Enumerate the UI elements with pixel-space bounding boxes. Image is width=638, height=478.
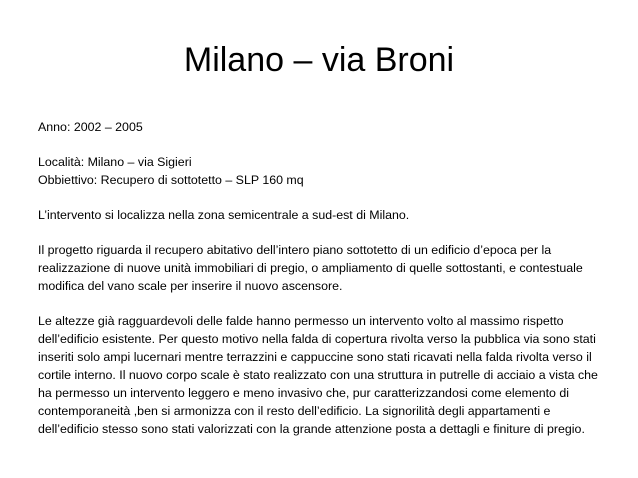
spacer bbox=[38, 295, 598, 312]
intervention-line: L’intervento si localizza nella zona semicentrale a sud-est di Milano. bbox=[38, 208, 410, 222]
heights-line: cortile interno. Il nuovo corpo scale è stato realizzato con una struttura in putrelle di acciaio a vista che bbox=[38, 368, 598, 382]
location-line: Località: Milano – via Sigieri bbox=[38, 155, 192, 169]
heights-line: Le altezze già ragguardevoli delle falde hanno permesso un intervento volto al massimo rispetto bbox=[38, 314, 564, 328]
slide-body bbox=[38, 118, 598, 438]
spacer bbox=[38, 224, 598, 241]
slide-title: Milano – via Broni bbox=[183, 41, 455, 79]
heights-line: ha permesso un intervento leggero e meno invasivo che, pur caratterizzandosi come elemento di bbox=[38, 386, 570, 400]
project-line: realizzazione di nuove unità immobiliari di pregio, o ampliamento di quelle sottostanti, e contestuale bbox=[38, 261, 583, 275]
objective-line: Obbiettivo: Recupero di sottotetto – SLP 160 mq bbox=[38, 173, 304, 187]
heights-line: dell’edificio stesso sono stati valorizzati con la grande attenzione posta a dettagli e finiture di pregio. bbox=[38, 422, 585, 436]
spacer bbox=[38, 136, 598, 153]
heights-line: contemporaneità ,ben si armonizza con il resto dell’edificio. La signorilità degli appartamenti e bbox=[38, 404, 551, 418]
heights-line: dell’edificio esistente. Per questo motivo nella falda di copertura rivolta verso la pubblica via sono stati bbox=[38, 332, 596, 346]
spacer bbox=[38, 189, 598, 206]
project-line: modifica del vano scale per inserire il nuovo ascensore. bbox=[38, 279, 343, 293]
project-line: Il progetto riguarda il recupero abitativo dell’intero piano sottotetto di un edificio d’epoca per la bbox=[38, 243, 552, 257]
year-line: Anno: 2002 – 2005 bbox=[38, 120, 143, 134]
heights-line: inseriti solo ampi lucernari mentre terrazzini e cappuccine sono stati ricavati nella falda rivolta verso il bbox=[38, 350, 592, 364]
